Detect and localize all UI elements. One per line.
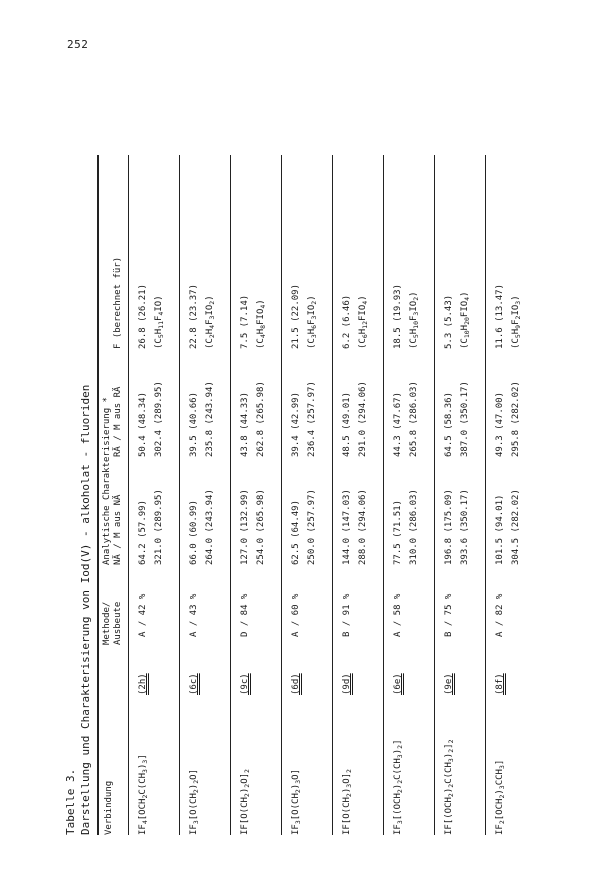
method-yield: A / 58 %: [393, 593, 403, 637]
table-rule-header: [128, 155, 129, 835]
rae-value: 39.4 (42.99): [291, 391, 301, 457]
fluorine-value: 5.3 (5.43): [444, 294, 454, 349]
compound-label: (9d): [342, 673, 352, 695]
compound-formula: $IF[(OCH_2)_2C(CH_3)_2]_2$: [444, 739, 455, 835]
m-rae-value: 291.0 (294.06): [358, 381, 368, 457]
nae-value: 127.0 (132.99): [240, 489, 250, 565]
table-subtitle: Darstellung und Charakterisierung von Iod(V) - alkoholat - fluoriden: [79, 384, 92, 835]
compound-formula: $IF[O(CH_2)_2O]_2$: [240, 769, 251, 835]
nae-value: 144.0 (147.03): [342, 489, 352, 565]
calc-formula: $(C_5H_{10}F_3IO_2)$: [409, 291, 420, 349]
rae-value: 43.8 (44.33): [240, 391, 250, 457]
row-divider: [332, 155, 333, 835]
calc-formula: $(C_{10}H_{20}FIO_4)$: [460, 291, 471, 349]
row-divider: [281, 155, 282, 835]
compound-label: (8f): [495, 673, 505, 695]
row-divider: [485, 155, 486, 835]
compound-formula: $IF_3[O(CH_2)_2O]$: [189, 769, 200, 835]
m-rae-value: 235.8 (243.94): [205, 381, 215, 457]
header-compound: Verbindung: [104, 780, 114, 835]
rae-value: 48.5 (49.01): [342, 391, 352, 457]
compound-formula: $IF_3[O(CH_2)_3O]$: [291, 769, 302, 835]
header-analysis: Analytische Charakterisierung *: [102, 397, 112, 565]
fluorine-value: 7.5 (7.14): [240, 294, 250, 349]
calc-formula: $(C_5H_{11}F_4IO)$: [154, 295, 165, 349]
calc-formula: $(C_4H_8FIO_4)$: [256, 299, 267, 349]
fluorine-value: 18.5 (19.93): [393, 283, 403, 349]
m-nae-value: 310.0 (286.03): [409, 489, 419, 565]
m-rae-value: 265.8 (286.03): [409, 381, 419, 457]
row-divider: [383, 155, 384, 835]
m-rae-value: 387.0 (350.17): [460, 381, 470, 457]
m-nae-value: 264.0 (243.94): [205, 489, 215, 565]
m-rae-value: 236.4 (257.97): [307, 381, 317, 457]
header-fluorine: F (berechnet für): [113, 256, 123, 349]
rae-value: 49.3 (47.00): [495, 391, 505, 457]
compound-label: (6c): [189, 673, 199, 695]
m-nae-value: 304.5 (282.02): [511, 489, 521, 565]
method-yield: A / 43 %: [189, 593, 199, 637]
table-rule-top: [97, 155, 99, 835]
rae-value: 39.5 (40.66): [189, 391, 199, 457]
header-rae: RÄ / M aus RÄ: [113, 386, 123, 457]
m-rae-value: 295.8 (282.02): [511, 381, 521, 457]
rae-value: 64.5 (58.36): [444, 391, 454, 457]
compound-label: (9c): [240, 673, 250, 695]
rotated-table: [62, 155, 542, 835]
nae-value: 62.5 (64.49): [291, 499, 301, 565]
row-divider: [434, 155, 435, 835]
compound-formula: $IF_4[OCH_2C(CH_3)_3]$: [138, 754, 149, 835]
fluorine-value: 6.2 (6.46): [342, 294, 352, 349]
calc-formula: $(C_3H_6F_3IO_2)$: [307, 295, 318, 349]
method-yield: A / 82 %: [495, 593, 505, 637]
compound-label: (9e): [444, 673, 454, 695]
fluorine-value: 22.8 (23.37): [189, 283, 199, 349]
nae-value: 66.0 (60.99): [189, 499, 199, 565]
m-nae-value: 254.0 (265.98): [256, 489, 266, 565]
header-nae: NÄ / M aus NÄ: [113, 494, 123, 565]
fluorine-value: 26.8 (26.21): [138, 283, 148, 349]
compound-label: (6d): [291, 673, 301, 695]
method-yield: B / 91 %: [342, 593, 352, 637]
rae-value: 50.4 (48.34): [138, 391, 148, 457]
nae-value: 196.8 (175.09): [444, 489, 454, 565]
calc-formula: $(C_6H_{12}FIO_4)$: [358, 295, 369, 349]
nae-value: 101.5 (94.01): [495, 494, 505, 565]
table-title: Tabelle 3.: [64, 768, 77, 835]
compound-label: (6e): [393, 673, 403, 695]
nae-value: 77.5 (71.51): [393, 499, 403, 565]
row-divider: [230, 155, 231, 835]
rae-value: 44.3 (47.67): [393, 391, 403, 457]
row-divider: [179, 155, 180, 835]
m-rae-value: 302.4 (289.95): [154, 381, 164, 457]
compound-label: (2h): [138, 673, 148, 695]
method-yield: A / 60 %: [291, 593, 301, 637]
fluorine-value: 21.5 (22.09): [291, 283, 301, 349]
compound-formula: $IF[O(CH_2)_3O]_2$: [342, 769, 353, 835]
header-method: Methode/ Ausbeute: [102, 601, 123, 645]
method-yield: A / 42 %: [138, 593, 148, 637]
fluorine-value: 11.6 (13.47): [495, 283, 505, 349]
calc-formula: $(C_2H_4F_3IO_2)$: [205, 295, 216, 349]
compound-formula: $IF_2[OCH_2)_3CCH_3$]: [495, 759, 506, 835]
method-yield: D / 84 %: [240, 593, 250, 637]
compound-formula: $IF_3[(OCH_2)_2C(CH_3)_2]$: [393, 739, 404, 835]
page-number: 252: [67, 38, 89, 51]
calc-formula: $(C_5H_9F_2IO_3)$: [511, 295, 522, 349]
method-yield: B / 75 %: [444, 593, 454, 637]
m-nae-value: 393.6 (350.17): [460, 489, 470, 565]
m-nae-value: 288.0 (294.06): [358, 489, 368, 565]
m-nae-value: 321.0 (289.95): [154, 489, 164, 565]
m-rae-value: 262.8 (265.98): [256, 381, 266, 457]
nae-value: 64.2 (57.99): [138, 499, 148, 565]
m-nae-value: 250.0 (257.97): [307, 489, 317, 565]
